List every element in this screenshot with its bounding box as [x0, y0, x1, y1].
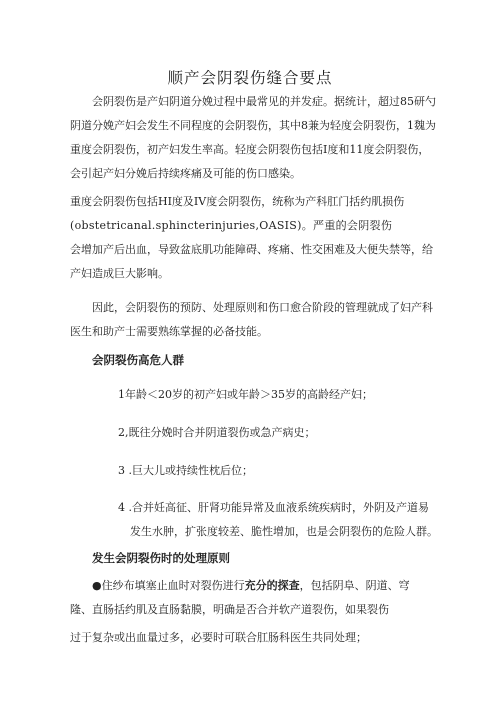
section-heading-principles: 发生会阴裂伤时的处理原则 — [92, 551, 230, 565]
emphasis-text: 充分的探查 — [244, 579, 300, 592]
text-line: 重度会阴裂伤包括HI度及IV度会阴裂伤，统称为产科肛门括约肌损伤 — [70, 195, 405, 208]
list-item-text: 4 .合并妊高征、肝肾功能异常及血液系统疾病时，外阴及产道易 — [118, 501, 429, 514]
list-item-text: 发生水肿，扩张度较差、脆性增加，也是会阴裂伤的危险人群。 — [130, 525, 438, 538]
principles-paragraph — [92, 574, 452, 598]
text-line: 会引起产妇分娩后持续疼痛及可能的伤口感染。 — [70, 167, 301, 180]
importance-paragraph — [70, 296, 440, 344]
list-item — [118, 383, 448, 407]
text-line: 会阴裂伤是产妇阴道分娩过程中最常见的并发症。据统计，超过85研勺 — [92, 95, 436, 108]
text-line: (obstetricanal.sphincterinjuries,OASIS)。严重的会阴裂伤 — [70, 219, 393, 232]
text-line: 隆、直肠括约肌及直肠黏膜，明确是否合并软产道裂伤，如果裂伤 — [70, 603, 389, 616]
list-item — [118, 496, 448, 544]
intro-paragraph — [70, 90, 440, 186]
text-line: 过于复杂或出血量过多，必要时可联合肛肠科医生共同处理； — [70, 631, 367, 644]
text-line: 阴道分娩产妇会发生不同程度的会阴裂伤，其中8兼为轻度会阴裂伤，1魏为 — [70, 119, 436, 132]
list-item-text: 2,既往分娩时合并阴道裂伤或急产病史； — [118, 426, 316, 439]
text-line: 产妇造成巨大影响。 — [70, 267, 169, 280]
list-item — [118, 459, 448, 483]
principles-paragraph-continued — [70, 598, 440, 622]
text-run: ，包括阴阜、阴道、穹 — [299, 579, 410, 592]
principles-paragraph-continued — [70, 626, 440, 650]
section-heading-high-risk: 会阴裂伤高危人群 — [92, 353, 184, 367]
text-line: 会增加产后出血，导致盆底肌功能障碍、疼痛、性交困难及大便失禁等，给 — [70, 243, 433, 256]
list-item-text: 1年龄＜20岁的初产妇或年龄＞35岁的高龄经产妇； — [118, 388, 373, 401]
text-line: 因此，会阴裂伤的预防、处理原则和伤口愈合阶段的管理就成了妇产科 — [92, 301, 433, 314]
text-line: 医生和助产士需要熟练掌握的必备技能。 — [70, 325, 268, 338]
text-line — [92, 574, 452, 598]
text-line: 重度会阴裂伤，初产妇发生率高。轻度会阴裂伤包括I度和11度会阴裂伤， — [70, 143, 430, 156]
document-title: 顺产会阴裂伤缝合要点 — [167, 69, 333, 87]
severe-paragraph — [70, 190, 440, 286]
list-item-text: 3 .巨大儿或持续性枕后位； — [118, 464, 253, 477]
list-item — [118, 421, 448, 445]
text-run: ●住纱布填塞止血时对裂伤进行 — [92, 579, 245, 592]
